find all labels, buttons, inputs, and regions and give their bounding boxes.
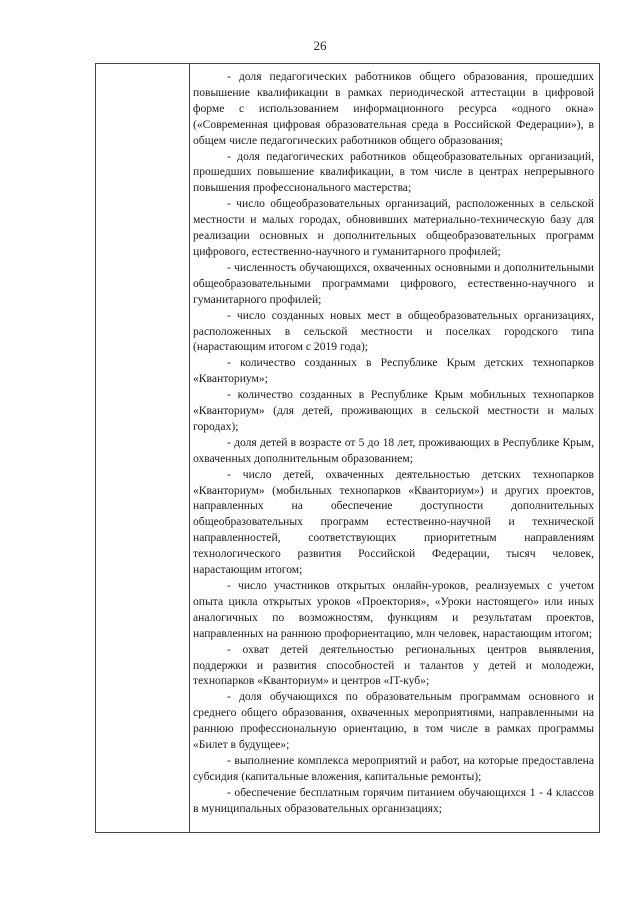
indicator-paragraph: - количество созданных в Республике Крым мобильных технопарков «Кванториум» (для детей, проживающих в сельской местности и малых городах); <box>193 388 594 433</box>
table-right-column <box>193 69 594 817</box>
indicator-paragraph: - число созданных новых мест в общеобразовательных организациях, расположенных в сельской местности и поселках городского типа (нарастающим итогом с 2019 года); <box>193 308 594 354</box>
indicator-paragraph: - доля педагогических работников общеобразовательных организаций, прошедших повышение квалификации, в том числе в центрах непрерывного повышения профессионального мастерства; <box>193 149 594 195</box>
indicator-paragraph: - число детей, охваченных деятельностью детских технопарков «Кванториум» (мобильных технопарков «Кванториум») и других проектов, направленных на обеспечение доступности дополнительных общеобразовательных программ естественно-научной и технической направленностей, соответствующих приоритетным направлениям технологического развития Российской Федерации, тысяч человек, нарастающим итогом; <box>193 467 594 577</box>
table-frame <box>95 63 600 833</box>
indicator-paragraph: - обеспечение бесплатным горячим питанием обучающихся 1 - 4 классов в муниципальных образовательных организациях; <box>193 785 594 815</box>
indicator-paragraph: - доля педагогических работников общего образования, прошедших повышение квалификации в рамках периодической аттестации в цифровой форме с использованием информационного ресурса «одного окна» («Современная цифровая образовательная среда в Российской Федерации»), в общем числе педагогических работников общего образования; <box>193 70 594 147</box>
indicator-paragraph: - доля обучающихся по образовательным программам основного и среднего общего образования, охваченных мероприятиями, направленными на раннюю профессиональную ориентацию, в том числе в рамках программы «Билет в будущее»; <box>193 690 594 752</box>
indicator-paragraph: - доля детей в возрасте от 5 до 18 лет, проживающих в Республике Крым, охваченных дополнительным образованием; <box>193 435 594 465</box>
page-number: 26 <box>313 38 327 53</box>
table-left-column <box>96 64 190 832</box>
indicator-paragraph: - число общеобразовательных организаций, расположенных в сельской местности и малых городах, обновивших материально-техническую базу для реализации основных и дополнительных общеобразовательных программ цифрового, естественно-научного и гуманитарного профилей; <box>193 197 594 258</box>
indicator-paragraph: - охват детей деятельностью региональных центров выявления, поддержки и развития способностей и талантов у детей и молодежи, технопарков «Кванториум» и центров «IT-куб»; <box>193 642 594 688</box>
indicator-paragraph: - численность обучающихся, охваченных основными и дополнительными общеобразовательными программами цифрового, естественно-научного и гуманитарного профилей; <box>193 260 594 306</box>
indicator-paragraph: - выполнение комплекса мероприятий и работ, на которые предоставлена субсидия (капитальные вложения, капитальные ремонты); <box>193 753 594 783</box>
indicator-paragraph: - количество созданных в Республике Крым детских технопарков «Кванториум»; <box>193 356 594 386</box>
indicator-paragraph: - число участников открытых онлайн-уроков, реализуемых с учетом опыта цикла открытых уроков «Проектория», «Уроки настоящего» или иных аналогичных по возможностям, функциям и результатам проектов, направленных на раннюю профориентацию, млн человек, нарастающим итогом; <box>193 579 594 640</box>
